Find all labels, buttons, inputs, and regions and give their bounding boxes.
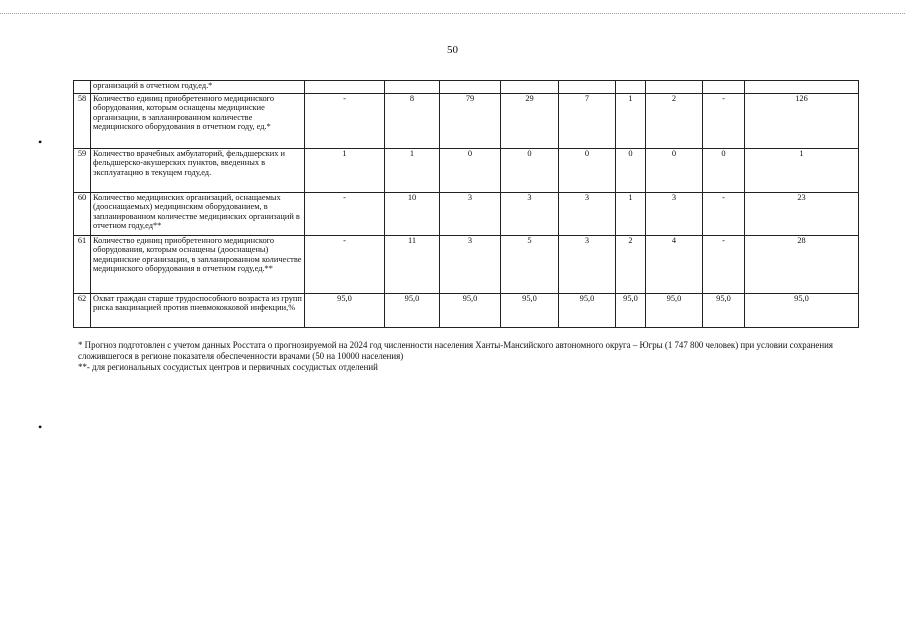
row-value: 2 — [616, 236, 646, 294]
row-value: 0 — [616, 149, 646, 193]
row-value: 3 — [501, 193, 559, 236]
row-number: 59 — [74, 149, 91, 193]
margin-dot: • — [38, 135, 43, 149]
row-value: 95,0 — [745, 294, 859, 328]
row-value: 95,0 — [385, 294, 440, 328]
row-value: 3 — [440, 236, 501, 294]
row-value: 1 — [745, 149, 859, 193]
row-value: 11 — [385, 236, 440, 294]
row-value: 0 — [440, 149, 501, 193]
margin-dot: • — [38, 420, 43, 434]
row-value: 29 — [501, 94, 559, 149]
row-value: 95,0 — [616, 294, 646, 328]
row-value — [501, 81, 559, 94]
page-number: 50 — [447, 44, 458, 56]
row-number: 58 — [74, 94, 91, 149]
row-value: 95,0 — [559, 294, 616, 328]
row-value: 3 — [646, 193, 703, 236]
scan-artifact-line — [0, 13, 905, 15]
row-value: 95,0 — [305, 294, 385, 328]
table-row — [74, 236, 859, 294]
row-value: 28 — [745, 236, 859, 294]
row-value: - — [703, 236, 745, 294]
row-value: 1 — [385, 149, 440, 193]
footnote-vascular-centers: **- для региональных сосудистых центров и первичных сосудистых отделений — [78, 362, 378, 372]
table-row — [74, 294, 859, 328]
row-value: 0 — [646, 149, 703, 193]
row-value: 7 — [559, 94, 616, 149]
row-value: 3 — [559, 236, 616, 294]
footnote-forecast: * Прогноз подготовлен с учетом данных Росстата о прогнозируемой на 2024 год численности населения Ханты-Мансийского автономного округа – Югры (1 747 800 человек) при условии сохранения сложившегося в регионе показателя обеспеченности врачами (50 на 10000 населения) — [78, 340, 833, 361]
row-label: Количество единиц приобретенного медицинского оборудования, которым оснащены (дооснащены) медицинские организации, в запланированном количестве медицинского оборудования в отчетном году,ед.** — [91, 236, 305, 294]
row-number: 61 — [74, 236, 91, 294]
row-value: 0 — [501, 149, 559, 193]
footnotes — [78, 340, 858, 373]
row-value — [559, 81, 616, 94]
row-value: 8 — [385, 94, 440, 149]
row-value — [440, 81, 501, 94]
row-value — [616, 81, 646, 94]
table-row — [74, 81, 859, 94]
row-value: 1 — [305, 149, 385, 193]
row-value: 10 — [385, 193, 440, 236]
row-value: 0 — [559, 149, 616, 193]
row-label: Охват граждан старше трудоспособного возраста из групп риска вакцинацией против пневмококковой инфекции,% — [91, 294, 305, 328]
row-value: - — [305, 193, 385, 236]
row-label: Количество медицинских организаций, оснащаемых (дооснащаемых) медицинским оборудованием, в запланированном количестве медицинских организаций в отчетном году,ед** — [91, 193, 305, 236]
row-value: 3 — [559, 193, 616, 236]
row-value: 126 — [745, 94, 859, 149]
row-label: организаций в отчетном году,ед.* — [91, 81, 305, 94]
row-label: Количество врачебных амбулаторий, фельдшерских и фельдшерско-акушерских пунктов, введенных в эксплуатацию в текущем году,ед. — [91, 149, 305, 193]
row-value: - — [305, 236, 385, 294]
row-value — [305, 81, 385, 94]
row-value: 1 — [616, 94, 646, 149]
row-value: 79 — [440, 94, 501, 149]
row-value: 23 — [745, 193, 859, 236]
row-value: - — [305, 94, 385, 149]
row-value — [745, 81, 859, 94]
row-value: 4 — [646, 236, 703, 294]
table-row — [74, 193, 859, 236]
row-value: 0 — [703, 149, 745, 193]
row-label: Количество единиц приобретенного медицинского оборудования, которым оснащены медицинские организации, в запланированном количестве медицинского оборудования в отчетном году, ед.* — [91, 94, 305, 149]
row-number: 60 — [74, 193, 91, 236]
row-number: 62 — [74, 294, 91, 328]
row-value: - — [703, 193, 745, 236]
indicators-table — [73, 80, 859, 328]
row-value: - — [703, 94, 745, 149]
table-row — [74, 94, 859, 149]
table-row — [74, 149, 859, 193]
row-value: 95,0 — [646, 294, 703, 328]
row-number — [74, 81, 91, 94]
row-value: 95,0 — [440, 294, 501, 328]
row-value — [385, 81, 440, 94]
row-value — [703, 81, 745, 94]
row-value — [646, 81, 703, 94]
row-value: 3 — [440, 193, 501, 236]
row-value: 5 — [501, 236, 559, 294]
row-value: 95,0 — [501, 294, 559, 328]
row-value: 1 — [616, 193, 646, 236]
row-value: 2 — [646, 94, 703, 149]
table-body — [74, 81, 859, 328]
row-value: 95,0 — [703, 294, 745, 328]
